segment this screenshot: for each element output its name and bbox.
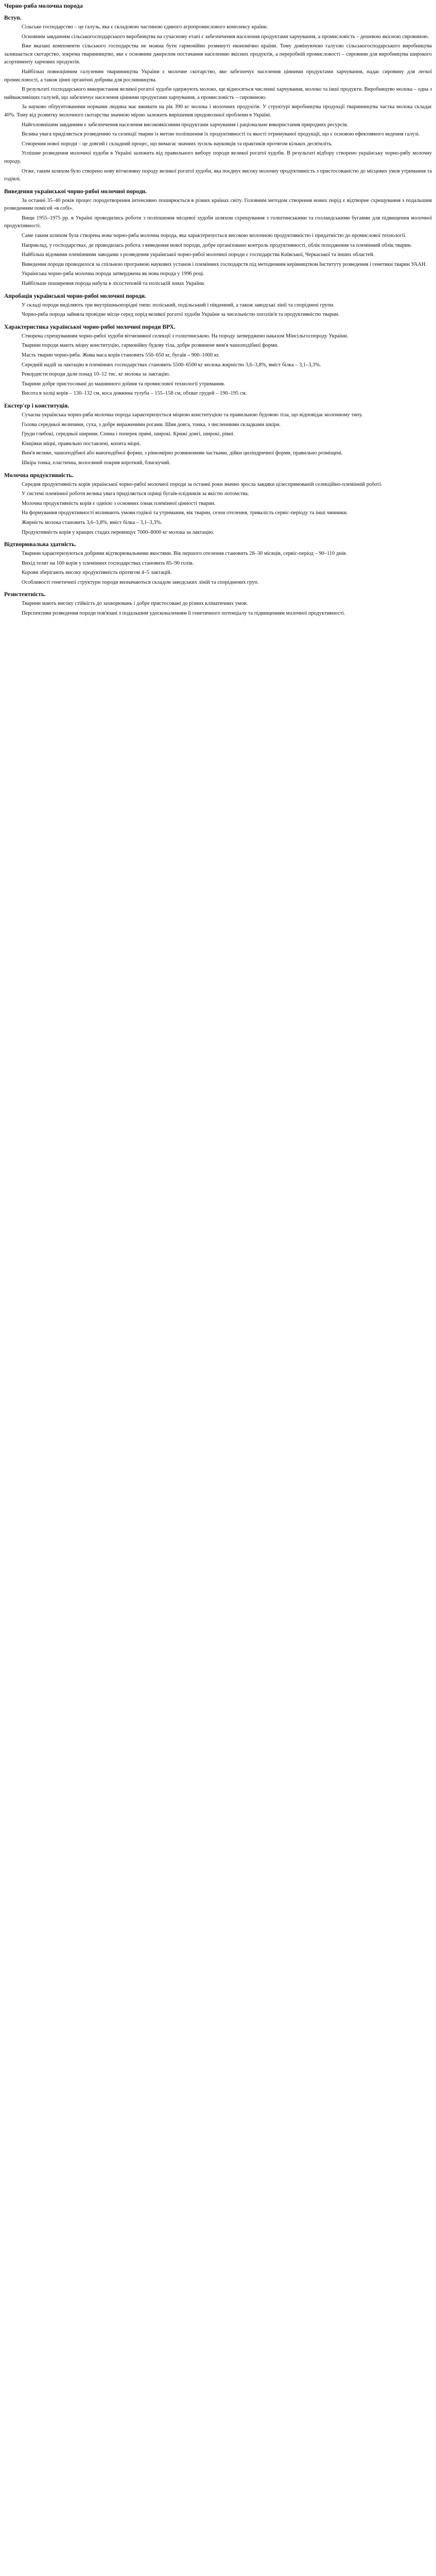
paragraph: Наприклад, у господарствах, де проводилась робота з виведення нової породи, добре організовано контроль продуктивності, облік походження та племінний облік тварин.	[22, 242, 412, 248]
document-body	[4, 15, 432, 618]
paragraph: Вим'я велике, чашоподібної або ваноподібної форми, з рівномірно розвиненими частками, дійки циліндричної форми, правильно розміщені.	[22, 450, 343, 456]
paragraph: Отже, таким шляхом було створено нову вітчизняну породу великої рогатої худоби, яка поєднує високу молочну продуктивність з пристосованістю до місцевих умов утримання та годівлі.	[4, 168, 432, 182]
section	[4, 189, 432, 288]
paragraph: Виведення породи проводилося за спільною програмою наукових установ і племінних господарств під методичним керівництвом Інституту розведення і генетики тварин УААН.	[22, 261, 427, 267]
paragraph: Тварини добре пристосовані до машинного доїння та промислової технології утримання.	[22, 381, 225, 387]
paragraph: Шкіра тонка, еластична, волосяний покрив короткий, блискучий.	[22, 460, 170, 466]
paragraph: Основним завданням сільськогосподарського виробництва на сучасному етапі є забезпечення населення продуктами харчування, а промисловість – дешевою якісною сировиною.	[22, 33, 429, 40]
paragraph: Особливості генетичної структури породи визначаються складом заводських ліній та споріднених груп.	[22, 579, 259, 585]
paragraph: Найголовнішим завданням є забезпечення населення високоякісними продуктами харчування і раціональне використання природних ресурсів.	[22, 122, 348, 128]
paragraph: Чорно-ряба порода зайняла провідне місце серед порід великої рогатої худоби України за чисельністю поголів'я та продуктивністю тварин.	[22, 312, 340, 318]
section	[4, 541, 432, 586]
paragraph: Тварини породи мають міцну конституцію, гармонійну будову тіла, добре розвинене вим'я чашоподібної форми.	[22, 343, 278, 349]
paragraph: У складі породи виділяють три внутрішньопорідні типи: поліський, подільський і південний, а також заводські лінії та споріднені групи.	[22, 302, 335, 308]
paragraph: Середній надій за лактацію в племінних господарствах становить 5500–6500 кг молока жирністю 3,6–3,8%, вміст білка – 3,1–3,3%.	[22, 362, 321, 368]
section	[4, 403, 432, 467]
paragraph: Молочна продуктивність корів є однією з основних ознак племінної цінності тварин.	[22, 500, 216, 506]
paragraph: Голова середньої величини, суха, з добре вираженими рогами. Шия довга, тонка, з численними складками шкіри.	[22, 421, 281, 428]
paragraph: Сільське господарство – це галузь, яка є складовою частиною єдиного агропромислового комплексу країни.	[22, 24, 268, 30]
paragraph: Українська чорно-ряба молочна порода затверджена як нова порода у 1996 році.	[22, 271, 204, 277]
document-title: Чорно-ряба молочна порода	[4, 2, 83, 9]
section-heading: Відтворювальна здатність.	[4, 541, 77, 548]
paragraph: За науково обґрунтованими нормами людина має вживати на рік 390 кг молока і молочних продуктів. У структурі виробництва продукції тваринництва частка молока складає 40%. Тому від розвитку молочного скотарства значною мірою залежить вирішення продовольчої проблеми в Україні.	[4, 104, 432, 118]
paragraph: Вже вказані компоненти сільського господарства не можна бути гармонійно розвинуті економічно країни. Тому домінуючою галуззю сільськогосподарського виробництва залишається скотарство, зокрема тваринництво, яке є основним джерелом постачання населенню якісних продуктів, а переробній промисловості – сировини для виробництва широкого асортименту харчових продуктів.	[4, 43, 432, 65]
paragraph: Тварини мають високу стійкість до захворювань і добре пристосовані до різних кліматичних умов.	[22, 601, 248, 607]
paragraph: Перспективи розведення породи пов'язані з подальшим удосконаленням її генетичного потенціалу та підвищенням молочної продуктивності.	[22, 611, 345, 617]
paragraph: За останні 35–40 років процес породотворення інтенсивно поширюється в різних країнах світу. Головним методом створення нових порід є відтворне схрещування з подальшим розведенням помісей «в собі».	[4, 197, 432, 212]
section-heading: Характеристика української чорно-рябої молочної породи ВРХ.	[4, 324, 176, 330]
paragraph: Вихід телят на 100 корів у племінних господарствах становить 85–90 голів.	[22, 560, 194, 566]
section-heading: Апробація української чорно-рябої молочної породи.	[4, 293, 146, 299]
paragraph: Масть тварин чорно-ряба. Жива маса корів становить 550–650 кг, бугаїв – 900–1000 кг.	[22, 352, 220, 358]
section	[4, 472, 432, 537]
paragraph: Жирність молока становить 3,6–3,8%, вміст білка – 3,1–3,3%.	[22, 519, 162, 526]
paragraph: Продуктивність корів у кращих стадах перевищує 7000–8000 кг молока за лактацію.	[22, 529, 215, 535]
section	[4, 15, 432, 183]
paragraph: В результаті господарського використання великої рогатої худоби одержують молоко, ще відносяться численні харчування, молоко та інші продукти. Виробництво молока – одна з найважливіших галузей, що забезпечує населення цінними продуктами харчування, а промисловість – сировиною.	[4, 87, 432, 100]
paragraph: Створення нової породи – це довгий і складний процес, що вимагає значних зусиль науковців та практиків протягом кількох десятиліть.	[22, 141, 333, 147]
paragraph: Найбільш відомими племінними заводами з розведення української чорно-рябої молочної породи є господарства Київської, Черкаської та інших областей.	[22, 252, 375, 258]
paragraph: У системі племінної роботи велика увага приділяється оцінці бугаїв-плідників за якістю потомства.	[22, 491, 249, 497]
section-heading: Виведення української чорно-рябої молочної породи.	[4, 188, 147, 195]
paragraph: Найбільше поширення порода набула в лісостеповій та поліській зонах України.	[22, 281, 205, 287]
section-heading: Резистентність.	[4, 591, 46, 598]
paragraph: Успішне розведення молочної худоби в Україні залежить від правильного вибору породи великої рогатої худоби. В результаті відбору створено українську чорно-рябу молочну породу.	[4, 150, 432, 164]
paragraph: Найбільш повноцінним галузевим тваринництва України є молочне скотарство, яке забезпечує населення цінними продуктами харчування, надає сировину для легкої промисловості, а також цінні органічні добрива для рослинництва.	[4, 69, 432, 83]
paragraph: Велика увага приділяється розведенню та селекції тварин із метою поліпшення їх продуктивності та якості отримуваної продукції, що є основою ефективного ведення галузі.	[22, 131, 420, 138]
paragraph: Корови зберігають високу продуктивність протягом 4–5 лактацій.	[22, 570, 172, 576]
section	[4, 293, 432, 319]
paragraph: Кінцівки міцні, правильно поставлені, копита міцні.	[22, 440, 141, 447]
section-heading: Вступ.	[4, 15, 22, 21]
section	[4, 324, 432, 398]
paragraph: Рекордисти породи дали понад 10–12 тис. кг молока за лактацію.	[22, 371, 170, 378]
paragraph: Тварини характеризуються добрими відтворювальними якостями. Вік першого отелення становить 28–30 місяців, сервіс-період – 90–110 днів.	[22, 551, 347, 557]
paragraph: Створена схрещуванням чорно-рябої худоби вітчизняної селекції з голштинською. На породу затверджено наказом Мінсільгосппроду України.	[22, 333, 348, 339]
paragraph: Груди глибокі, середньої ширини. Спина і поперек прямі, широкі. Крижі довгі, широкі, рівні.	[22, 431, 235, 437]
section	[4, 591, 432, 617]
paragraph: На формування продуктивності впливають умови годівлі та утримання, вік тварин, сезон отелення, тривалість сервіс-періоду та інші чинники.	[22, 510, 348, 516]
document-page	[0, 0, 436, 624]
paragraph: Вище 1955–1975 рр. в Україні проводились роботи з поліпшення місцевої худоби шляхом схрещування з голштинськими та голландськими бугаями для підвищення молочної продуктивності.	[4, 215, 432, 229]
section-heading: Екстер'єр і конституція.	[4, 402, 69, 409]
section-heading: Молочна продуктивність.	[4, 472, 74, 479]
paragraph: Сучасна українська чорно-ряба молочна порода характеризується міцною конституцією та правильною будовою тіла, що відповідає молочному типу.	[22, 412, 363, 418]
paragraph: Висота в холці корів – 130–132 см, коса довжина тулуба – 155–158 см, обхват грудей – 190–195 см.	[22, 391, 247, 397]
paragraph: Середня продуктивність корів української чорно-рябої молочної породи за останні роки значно зросла завдяки цілеспрямованій селекційно-племінній роботі.	[22, 481, 382, 487]
paragraph: Саме таким шляхом була створена нова чорно-ряба молочна порода, яка характеризується високою молочною продуктивністю і придатністю до промислової технології.	[22, 233, 407, 239]
